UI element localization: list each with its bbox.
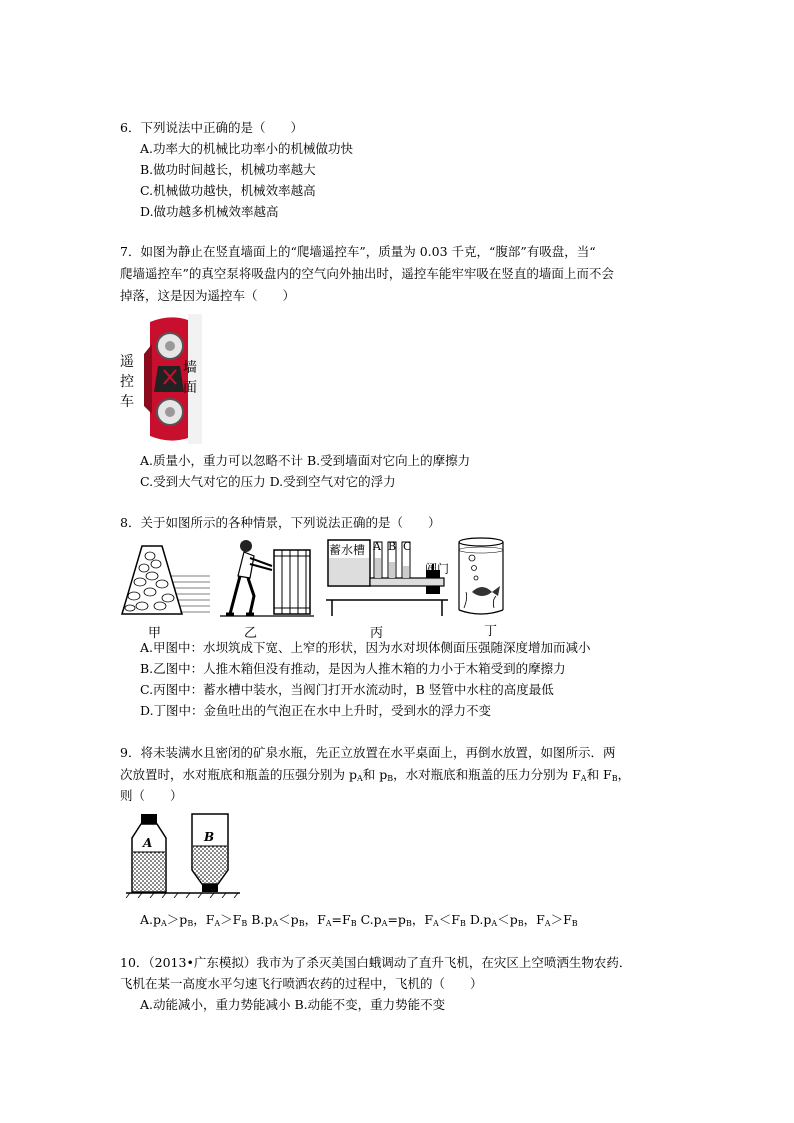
- q9-opt-part: ＞p: [166, 912, 188, 927]
- car-label-3: 车: [120, 394, 134, 410]
- q6-option-c: C.机械做功越快，机械效率越高: [140, 183, 316, 198]
- q9-opt-part: ＜p: [497, 912, 518, 927]
- q10-stem-line-1: 10．（2013•广东模拟）我市为了杀灭美国白蛾调动了直升飞机，在灾区上空喷洒生物农药．: [120, 955, 632, 970]
- figure-label-yi: 乙: [244, 626, 258, 641]
- q9-opt-part: ，F: [304, 912, 326, 927]
- car-label-2: 控: [120, 374, 134, 390]
- q8-stem: 8．关于如图所示的各种情景，下列说法正确的是（ ）: [120, 515, 441, 530]
- q9-opt-part: ，F: [523, 912, 545, 927]
- sub-a: A: [161, 919, 167, 928]
- q6-stem: 6．下列说法中正确的是（ ）: [120, 120, 303, 135]
- fish-tank-figure: [456, 536, 506, 620]
- tube-label-c: C: [403, 540, 412, 553]
- q9-stem-text-2: 和 p: [362, 767, 388, 782]
- wall-label-1: 墙: [183, 360, 197, 376]
- sub-b: B: [611, 774, 618, 783]
- bottles-image: [126, 812, 240, 898]
- car-label-1: 遥: [120, 354, 134, 370]
- q9-stem-text-5: ，: [617, 767, 631, 782]
- q8-figures: [120, 536, 510, 640]
- sub-a: A: [214, 919, 221, 928]
- sub-a: A: [580, 774, 587, 783]
- q9-opt-part: D.p: [465, 912, 492, 927]
- sub-a: A: [325, 919, 332, 928]
- q7-option-ab: A.质量小，重力可以忽略不计 B.受到墙面对它向上的摩擦力: [140, 453, 471, 468]
- valve-label: 阀门: [425, 562, 450, 576]
- q6-option-b: B.做功时间越长，机械功率越大: [140, 162, 316, 177]
- sub-b: B: [387, 774, 394, 783]
- q6-option-d: D.做功越多机械效率越高: [140, 204, 279, 219]
- sub-b: B: [298, 919, 305, 928]
- q9-stem-line-2: [120, 767, 630, 787]
- q7-stem-line-2: 爬墙遥控车”的真空泵将吸盘内的空气向外抽出时，遥控车能牢牢吸在竖直的墙面上而不会: [120, 266, 614, 281]
- q9-stem-text-1: 次放置时，水对瓶底和瓶盖的压强分别为 p: [120, 767, 357, 782]
- q8-option-a: A.甲图中：水坝筑成下宽、上窄的形状，因为水对坝体侧面压强随深度增加而减小: [140, 640, 591, 655]
- q9-opt-part: C.p: [356, 912, 382, 927]
- q6-option-a: A.功率大的机械比功率小的机械做功快: [140, 141, 354, 156]
- q9-opt-part: A.p: [140, 912, 162, 927]
- sub-b: B: [459, 919, 466, 928]
- sub-a: A: [433, 919, 439, 928]
- figure-label-jia: 甲: [148, 626, 162, 641]
- wall-label-2: 面: [183, 380, 197, 396]
- sub-a: A: [544, 919, 551, 928]
- figure-label-ding: 丁: [484, 624, 498, 639]
- q7-figure-wall-car: [118, 314, 208, 444]
- figure-label-bing: 丙: [370, 626, 384, 641]
- q7-stem-line-3: 掉落，这是因为遥控车（ ）: [120, 288, 296, 303]
- sub-b: B: [517, 919, 524, 928]
- q9-opt-part: ＞F: [550, 912, 572, 927]
- q9-stem-text-3: ，水对瓶底和瓶盖的压力分别为 F: [393, 767, 581, 782]
- q9-stem-line-3: 则（ ）: [120, 788, 183, 803]
- tank-label: 蓄水槽: [329, 543, 366, 557]
- q10-stem-line-2: 飞机在某一高度水平匀速飞行喷洒农药的过程中，飞机的（ ）: [120, 976, 483, 991]
- q9-opt-part: B.p: [247, 912, 273, 927]
- q9-opt-part: ，F: [411, 912, 434, 927]
- sub-a: A: [491, 919, 498, 928]
- q9-stem-text-4: 和 F: [586, 767, 612, 782]
- q9-bottles-figure: [126, 812, 240, 898]
- q9-opt-part: ＜p: [278, 912, 299, 927]
- sub-b: B: [350, 919, 357, 928]
- tube-label-a: A: [373, 540, 381, 553]
- sub-a: A: [272, 919, 279, 928]
- q7-option-cd: C.受到大气对它的压力 D.受到空气对它的浮力: [140, 474, 396, 489]
- q8-option-c: C.丙图中：蓄水槽中装水，当阀门打开水流动时，B 竖管中水柱的高度最低: [140, 682, 554, 697]
- q9-stem-line-1: 9．将未装满水且密闭的矿泉水瓶，先正立放置在水平桌面上，再倒水放置，如图所示．两: [120, 745, 616, 760]
- q9-opt-part: =F: [331, 912, 351, 927]
- sub-a: A: [381, 919, 388, 928]
- q9-opt-part: ＞F: [220, 912, 242, 927]
- tube-label-b: B: [388, 540, 397, 553]
- q7-stem-line-1: 7．如图为静止在竖直墙面上的“爬墙遥控车”，质量为 0.03 千克，“腹部”有吸盘，当“: [120, 244, 596, 259]
- bottle-label-b: B: [204, 830, 215, 844]
- sub-b: B: [571, 919, 578, 928]
- bottle-label-a: A: [143, 836, 153, 850]
- q9-opt-part: ＜F: [438, 912, 460, 927]
- sub-b: B: [241, 919, 248, 928]
- q9-opt-part: =p: [387, 912, 406, 927]
- sub-b: B: [187, 919, 194, 928]
- q8-option-b: B.乙图中：人推木箱但没有推动，是因为人推木箱的力小于木箱受到的摩擦力: [140, 661, 566, 676]
- q9-opt-part: ，F: [193, 912, 215, 927]
- push-box-figure: [220, 536, 314, 620]
- q10-option-ab: A.动能减小，重力势能减小 B.动能不变，重力势能不变: [140, 997, 446, 1012]
- sub-a: A: [356, 774, 363, 783]
- sub-b: B: [405, 919, 412, 928]
- q8-option-d: D.丁图中：金鱼吐出的气泡正在水中上升时，受到水的浮力不变: [140, 703, 492, 718]
- q9-options: [140, 912, 578, 932]
- dam-figure: [120, 542, 212, 618]
